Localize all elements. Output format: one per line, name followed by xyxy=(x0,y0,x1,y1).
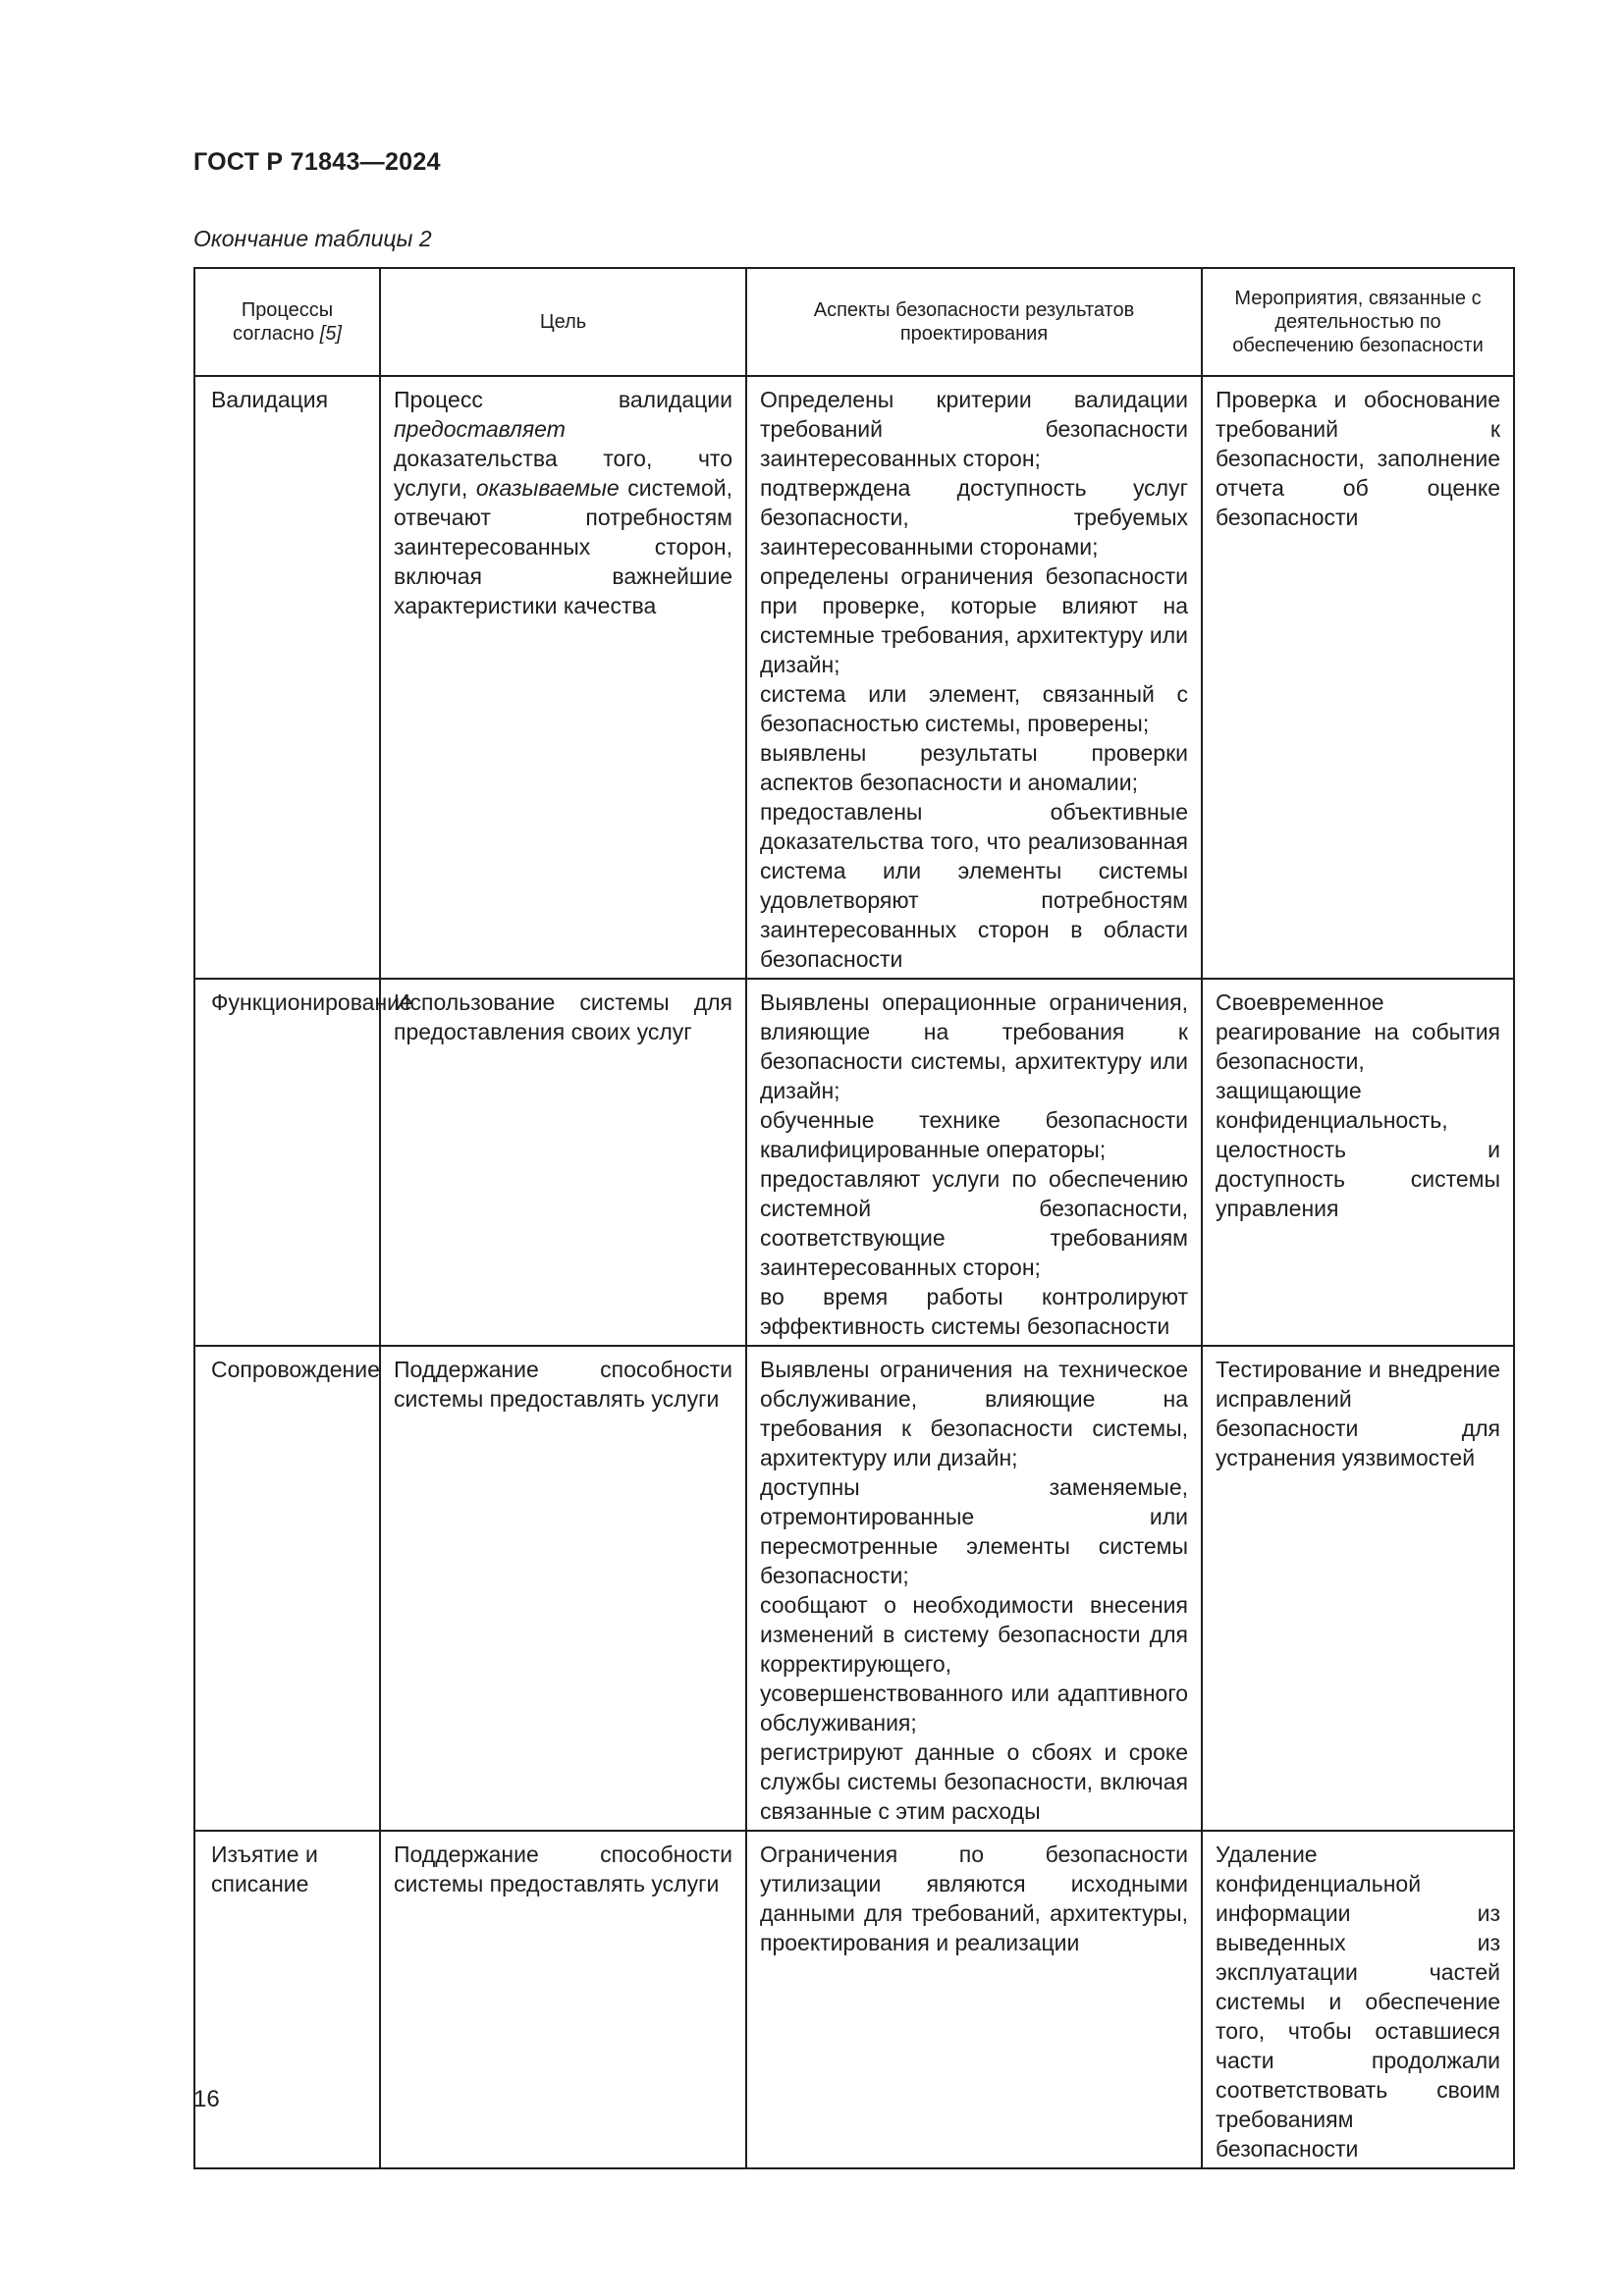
cell-process xyxy=(194,1831,380,2168)
header-processes xyxy=(194,268,380,376)
cell-aspects xyxy=(746,376,1202,979)
page-number: 16 xyxy=(193,2086,220,2112)
aspect-item: Ограничения по безопасности утилизации являются исходными данными для требований, архитектуры, проектирования и реализации xyxy=(760,1842,1188,1955)
goal-text-italic: предоставляет xyxy=(394,416,566,442)
cell-measures xyxy=(1202,376,1514,979)
table-row xyxy=(194,1831,1514,2168)
cell-aspects xyxy=(746,979,1202,1346)
aspect-item: подтверждена доступность услуг безопасности, требуемых заинтересованными сторонами; xyxy=(760,475,1188,560)
cell-process xyxy=(194,1346,380,1831)
cell-goal xyxy=(380,1831,746,2168)
process-name: Функционирование xyxy=(211,989,412,1015)
aspect-item: предоставляют услуги по обеспечению системной безопасности, соответствующие требованиям заинтересованных сторон; xyxy=(760,1166,1188,1280)
process-name: Изъятие и списание xyxy=(211,1842,318,1896)
aspect-item: Определены критерии валидации требований безопасности заинтересованных сторон; xyxy=(760,387,1188,471)
aspect-item: Выявлены ограничения на техническое обслуживание, влияющие на требования к безопасности системы, архитектуру или дизайн; xyxy=(760,1357,1188,1470)
cell-process xyxy=(194,376,380,979)
aspect-item: обученные технике безопасности квалифицированные операторы; xyxy=(760,1107,1188,1162)
cell-goal xyxy=(380,1346,746,1831)
table-header-row xyxy=(194,268,1514,376)
header-processes-label: Процессы согласно xyxy=(233,299,334,345)
measures-text: Проверка и обоснование требований к безопасности, заполнение отчета об оценке безопасности xyxy=(1216,387,1500,530)
goal-text: Поддержание способности системы предоставлять услуги xyxy=(394,1842,732,1896)
goal-text: Поддержание способности системы предоставлять услуги xyxy=(394,1357,732,1412)
table-caption: Окончание таблицы 2 xyxy=(193,226,432,251)
cell-goal xyxy=(380,376,746,979)
header-measures: Мероприятия, связанные с деятельностью по обеспечению безопасности xyxy=(1202,268,1514,376)
measures-text: Удаление конфиденциальной информации из выведенных из эксплуатации частей системы и обеспечение того, чтобы оставшиеся части продолжали соответствовать своим требованиям безопасности xyxy=(1216,1842,1500,2162)
document-title: ГОСТ Р 71843—2024 xyxy=(193,148,441,176)
measures-text: Тестирование и внедрение исправлений безопасности для устранения уязвимостей xyxy=(1216,1357,1500,1470)
cell-measures xyxy=(1202,1346,1514,1831)
table-row xyxy=(194,376,1514,979)
cell-process xyxy=(194,979,412,1346)
goal-text-italic: оказываемые xyxy=(475,475,620,501)
goal-text: Использование системы для предоставления своих услуг xyxy=(394,989,732,1044)
aspect-item: регистрируют данные о сбоях и сроке службы системы безопасности, включая связанные с этим расходы xyxy=(760,1739,1188,1824)
header-processes-reference: [5] xyxy=(319,323,342,345)
requirements-table xyxy=(193,267,1515,2169)
cell-measures xyxy=(1202,979,1514,1346)
goal-text: системой, отвечают потребностям заинтересованных сторон, включая важнейшие характеристики качества xyxy=(394,475,732,618)
process-name: Валидация xyxy=(211,387,329,412)
aspect-item: Выявлены операционные ограничения, влияющие на требования к безопасности системы, архитектуру или дизайн; xyxy=(760,989,1188,1103)
goal-text: Процесс валидации xyxy=(394,387,732,412)
cell-aspects xyxy=(746,1831,1202,2168)
cell-aspects xyxy=(746,1346,1202,1831)
aspect-item: определены ограничения безопасности при проверке, которые влияют на системные требования, архитектуру или дизайн; xyxy=(760,563,1188,677)
cell-measures xyxy=(1202,1831,1514,2168)
table-row xyxy=(194,979,1514,1346)
header-goal: Цель xyxy=(380,268,746,376)
aspect-item: сообщают о необходимости внесения изменений в систему безопасности для корректирующего, усовершенствованного или адаптивного обслуживания; xyxy=(760,1592,1188,1735)
aspect-item: доступны заменяемые, отремонтированные или пересмотренные элементы системы безопасности; xyxy=(760,1474,1188,1588)
header-aspects: Аспекты безопасности результатов проектирования xyxy=(746,268,1202,376)
process-name: Сопровождение xyxy=(211,1357,380,1382)
measures-text: Своевременное реагирование на события безопасности, защищающие конфиденциальность, целостность и доступность системы управления xyxy=(1216,989,1500,1221)
aspect-item: предоставлены объективные доказательства того, что реализованная система или элементы системы удовлетворяют потребностям заинтересованных сторон в области безопасности xyxy=(760,799,1188,972)
aspect-item: система или элемент, связанный с безопасностью системы, проверены; xyxy=(760,681,1188,736)
aspect-item: во время работы контролируют эффективность системы безопасности xyxy=(760,1284,1188,1339)
aspect-item: выявлены результаты проверки аспектов безопасности и аномалии; xyxy=(760,740,1188,795)
goal-text: доказательства того, что услуги, xyxy=(394,446,732,501)
table-row xyxy=(194,1346,1514,1831)
cell-goal xyxy=(380,979,746,1346)
